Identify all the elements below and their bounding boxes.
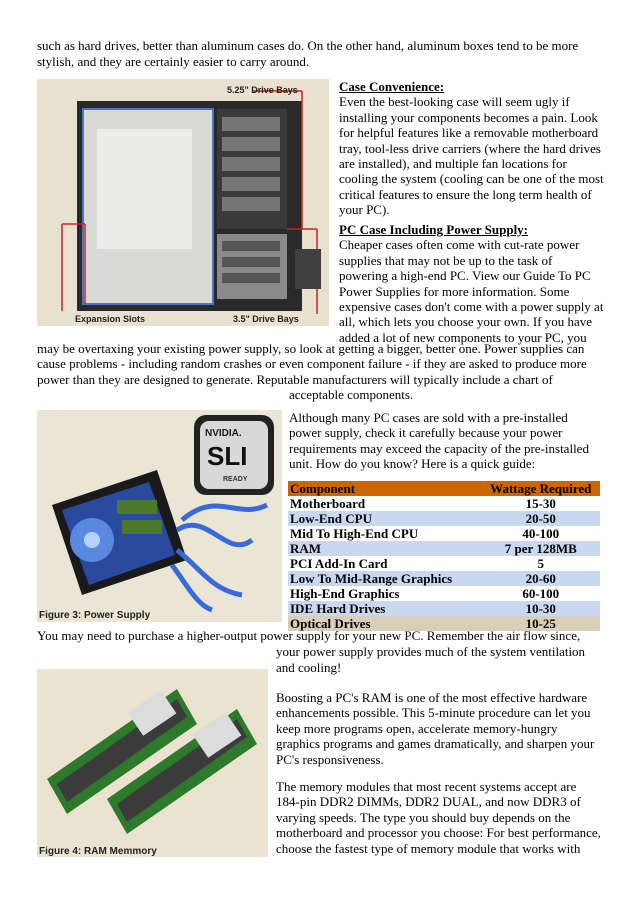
power-supply-heading: PC Case Including Power Supply: [339,222,529,237]
memory-modules-line: choose the fastest type of memory module that works with [276,840,581,856]
memory-modules-line: motherboard and processor you choose: For best performance, [276,825,601,841]
cell-wattage: 40-100 [480,526,600,541]
cell-component: Motherboard [288,496,480,511]
psu-intro-line: power supply, check it carefully because your power [289,425,563,441]
table-row [288,511,600,526]
power-supply-full-lines [37,341,607,387]
cell-wattage: 7 per 128MB [480,541,600,556]
sli-badge-sub: READY [223,476,248,483]
case-convenience-line: cooling the system (cooling can be one of the most [339,171,604,187]
power-supply-tail: acceptable components. [289,387,414,402]
ram-boost-paragraph [276,690,616,767]
memory-modules-paragraph [276,779,616,856]
cell-wattage: 15-30 [480,496,600,511]
power-supply-full-line: may be overtaxing your existing power supply, so look at getting a bigger, better one. Power supplies can [37,341,585,356]
psu-intro-line: unit. How do you know? Here is a quick guide: [289,456,536,472]
case-convenience-line: your PC). [339,202,390,218]
ram-boost-line: graphics programs and games dramatically, and sharpen your [276,736,595,752]
label-35-drive-bays: 3.5" Drive Bays [233,314,299,324]
case-convenience-section [339,79,609,218]
table-row [288,601,600,616]
airflow-line-2: your power supply provides much of the system ventilation [276,644,586,659]
cell-wattage: 10-30 [480,601,600,616]
pc-case-illustration [37,79,329,326]
ram-boost-line: enhancements possible. This 5-minute procedure can let you [276,705,591,721]
airflow-line-1: You may need to purchase a higher-output power supply for your new PC. Remember the air flow since, [37,628,581,643]
wattage-table [288,481,600,631]
psu-intro-line: Although many PC cases are sold with a pre-installed [289,410,568,425]
ram-illustration [37,669,268,857]
cell-wattage: 60-100 [480,586,600,601]
power-supply-section [339,222,609,345]
cell-component: High-End Graphics [288,586,480,601]
power-supply-line: all, which lets you choose your own. If you have [339,314,593,330]
cell-wattage: 20-60 [480,571,600,586]
power-supply-line: Power Supplies for more information. Some [339,283,570,299]
intro-line-1: such as hard drives, better than aluminum cases do. On the other hand, aluminum boxes tend to be more [37,38,579,53]
sli-badge-text: SLI [207,441,248,471]
psu-intro [289,410,609,472]
table-row [288,526,600,541]
case-convenience-line: critical features to ensure the long term health of [339,186,592,202]
case-convenience-line: Even the best-looking case will seem ugly if [339,94,570,110]
case-convenience-line: installing your components becomes a pain. Look [339,109,598,125]
table-row [288,496,600,511]
ram-photo [37,669,268,857]
figure3-caption: Figure 3: Power Supply [39,610,151,621]
power-supply-photo [37,410,282,622]
ram-boost-line: Boosting a PC's RAM is one of the most effective hardware [276,690,588,705]
power-supply-full-line: power than they are designed to generate. Reputable manufacturers will typically include a chart of [37,371,553,387]
cell-wattage: 5 [480,556,600,571]
cell-component: RAM [288,541,480,556]
cell-wattage: 10-25 [480,616,600,631]
power-supply-line: supplies that may not be up to the task of [339,252,553,268]
pc-case-photo [37,79,329,326]
table-row [288,556,600,571]
power-supply-full-line: cause problems - including random crashes or even component failure - if they are asked to produce more [37,356,587,372]
power-supply-line: added a lot of new components to your PC, you [339,329,587,345]
nvidia-badge-brand: NVIDIA. [205,428,242,439]
table-row [288,571,600,586]
cell-component: IDE Hard Drives [288,601,480,616]
cell-component: Low-End CPU [288,511,480,526]
power-supply-line: powering a high-end PC. View our Guide To PC [339,268,591,284]
memory-modules-line: 184-pin DDR2 DIMMs, DDR2 DUAL, and now DDR3 of [276,794,581,810]
airflow-line-3: and cooling! [276,660,342,675]
case-convenience-line: for helpful features like a removable motherboard [339,125,599,141]
cell-component: PCI Add-In Card [288,556,480,571]
table-row [288,541,600,556]
figure4-caption: Figure 4: RAM Memmory [39,846,157,857]
power-supply-line: expensive cases don't come with a power supply at [339,299,604,315]
cell-component: Mid To High-End CPU [288,526,480,541]
label-expansion-slots: Expansion Slots [75,314,146,324]
column-header-wattage: Wattage Required [480,481,600,496]
case-convenience-heading: Case Convenience: [339,79,445,94]
cell-wattage: 20-50 [480,511,600,526]
cell-component: Optical Drives [288,616,480,631]
case-convenience-line: tray, tool-less drive carriers (where the hard drives [339,140,601,156]
memory-modules-line: varying speeds. The type you should buy depends on the [276,809,571,825]
table-header-row [288,481,600,496]
intro-line-2: stylish, and they are certainly easier to carry around. [37,54,310,69]
column-header-component: Component [288,481,480,496]
case-convenience-line: are installed), and multiple fan locations for [339,156,567,172]
label-525-drive-bays: 5.25" Drive Bays [227,85,298,95]
ram-boost-line: PC's responsiveness. [276,751,384,767]
psu-intro-line: requirements may exceed the capacity of the pre-installed [289,440,589,456]
memory-modules-line: The memory modules that most recent systems accept are [276,779,577,794]
ram-boost-line: keep more programs open, accelerate memory-hungry [276,720,558,736]
cell-component: Low To Mid-Range Graphics [288,571,480,586]
power-supply-line: Cheaper cases often come with cut-rate power [339,237,580,253]
table-row [288,586,600,601]
